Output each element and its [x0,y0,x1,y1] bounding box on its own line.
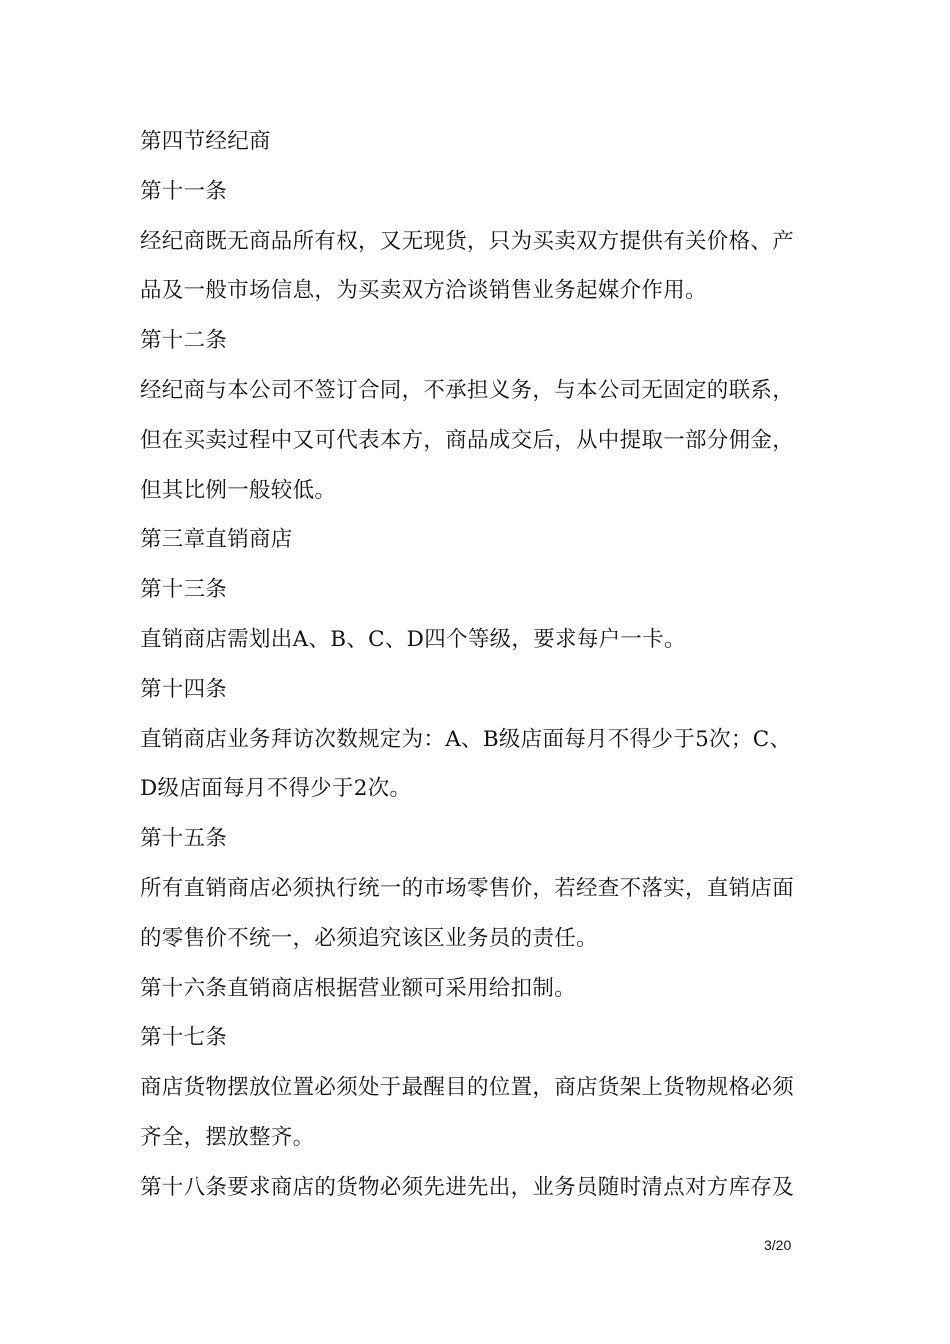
section-heading: 第四节经纪商 [140,129,271,154]
article-line: 第十六条直销商店根据营业额可采用给扣制。 [140,975,577,1001]
paragraph-line: 的零售价不统一，必须追究该区业务员的责任。 [140,925,598,951]
paragraph-line: 齐全，摆放整齐。 [140,1124,315,1150]
article-heading: 第十四条 [140,676,228,702]
paragraph-line: 但其比例一般较低。 [140,477,337,503]
paragraph-line: D级店面每月不得少于2次。 [140,776,412,802]
paragraph-line: 所有直销商店必须执行统一的市场零售价，若经查不落实，直销店面 [140,875,795,901]
paragraph-line: 经纪商与本公司不签订合同，不承担义务，与本公司无固定的联系， [140,377,795,403]
paragraph-line: 品及一般市场信息，为买卖双方洽谈销售业务起媒介作用。 [140,278,707,304]
document-body [140,117,820,1213]
article-line: 第十八条要求商店的货物必须先进先出，业务员随时清点对方库存及 [140,1174,795,1200]
paragraph-line: 但在买卖过程中又可代表本方，商品成交后，从中提取一部分佣金， [140,427,795,453]
paragraph-line: 直销商店业务拜访次数规定为：A、B级店面每月不得少于5次；C、 [140,726,792,752]
chapter-heading: 第三章直销商店 [140,527,293,553]
page-number: 3/20 [764,1237,792,1253]
paragraph-line: 商店货物摆放位置必须处于最醒目的位置，商店货架上货物规格必须 [140,1075,795,1101]
article-heading: 第十七条 [140,1025,228,1051]
article-heading: 第十三条 [140,577,228,603]
article-heading: 第十五条 [140,826,228,852]
article-heading: 第十一条 [140,178,228,204]
paragraph-line: 经纪商既无商品所有权，又无现货，只为买卖双方提供有关价格、产 [140,228,795,254]
paragraph-line: 直销商店需划出A、B、C、D四个等级，要求每户一卡。 [140,626,686,652]
article-heading: 第十二条 [140,328,228,354]
